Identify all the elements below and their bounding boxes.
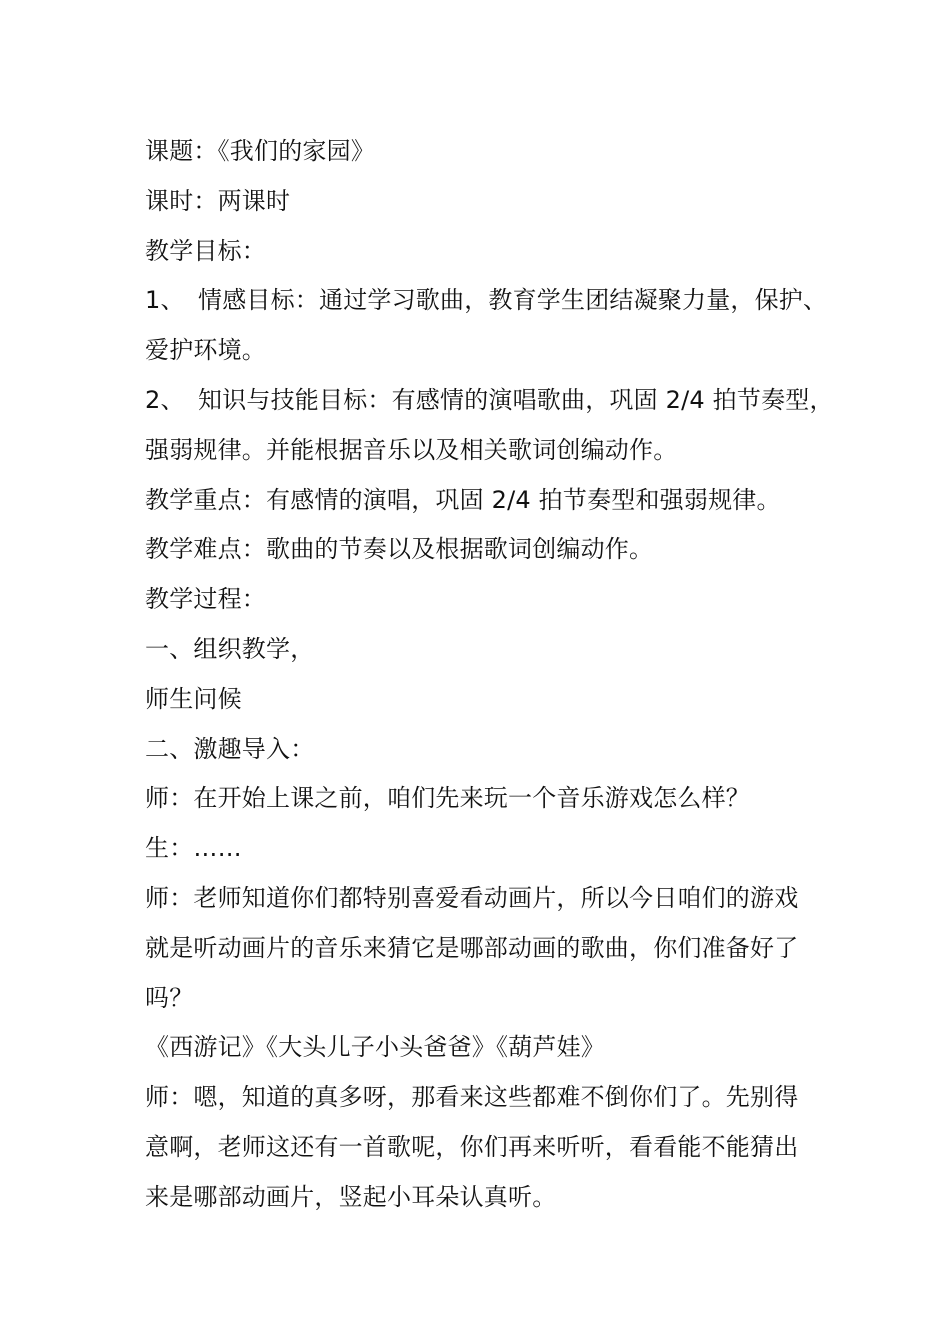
key-points-line: 教学重点：有感情的演唱，巩固 2/4 拍节奏型和强弱规律。 [145, 485, 781, 514]
dialogue-line-continued: 意啊，老师这还有一首歌呢，你们再来听听，看看能不能猜出 [145, 1132, 799, 1161]
lesson-hours-line: 课时：两课时 [145, 186, 291, 215]
objective-1-line: 1、 情感目标：通过学习歌曲，教育学生团结凝聚力量，保护、 [145, 276, 825, 326]
process-heading: 教学过程： [145, 585, 266, 614]
section-1-body: 师生问候 [145, 684, 242, 713]
section-1-heading: 一、组织教学， [145, 634, 315, 663]
dialogue-line-continued: 就是听动画片的音乐来猜它是哪部动画的歌曲，你们准备好了 [145, 933, 799, 962]
difficulties-line: 教学难点：歌曲的节奏以及根据歌词创编动作。 [145, 535, 654, 564]
objective-1-continued: 爱护环境。 [145, 336, 266, 365]
objective-2-line: 2、 知识与技能目标：有感情的演唱歌曲，巩固 2/4 拍节奏型， [145, 376, 825, 426]
dialogue-line-continued: 吗？ [145, 983, 194, 1012]
objectives-heading: 教学目标： [145, 236, 266, 265]
dialogue-line: 师：在开始上课之前，咱们先来玩一个音乐游戏怎么样？ [145, 784, 750, 813]
cartoon-titles-line: 《西游记》《大头儿子小头爸爸》《葫芦娃》 [145, 1033, 605, 1062]
dialogue-line: 师：老师知道你们都特别喜爱看动画片，所以今日咱们的游戏 [145, 883, 799, 912]
dialogue-line: 师：嗯，知道的真多呀，那看来这些都难不倒你们了。先别得 [145, 1083, 799, 1112]
lesson-title-line: 课题：《我们的家园》 [145, 137, 375, 165]
dialogue-line: 生：…… [145, 834, 242, 863]
document-body [145, 127, 834, 1223]
objective-2-number: 2、 [145, 385, 185, 414]
dialogue-line-continued: 来是哪部动画片，竖起小耳朵认真听。 [145, 1182, 557, 1211]
section-2-heading: 二、激趣导入： [145, 734, 315, 763]
objective-1-number: 1、 [145, 286, 185, 315]
objective-2-continued: 强弱规律。并能根据音乐以及相关歌词创编动作。 [145, 435, 678, 464]
